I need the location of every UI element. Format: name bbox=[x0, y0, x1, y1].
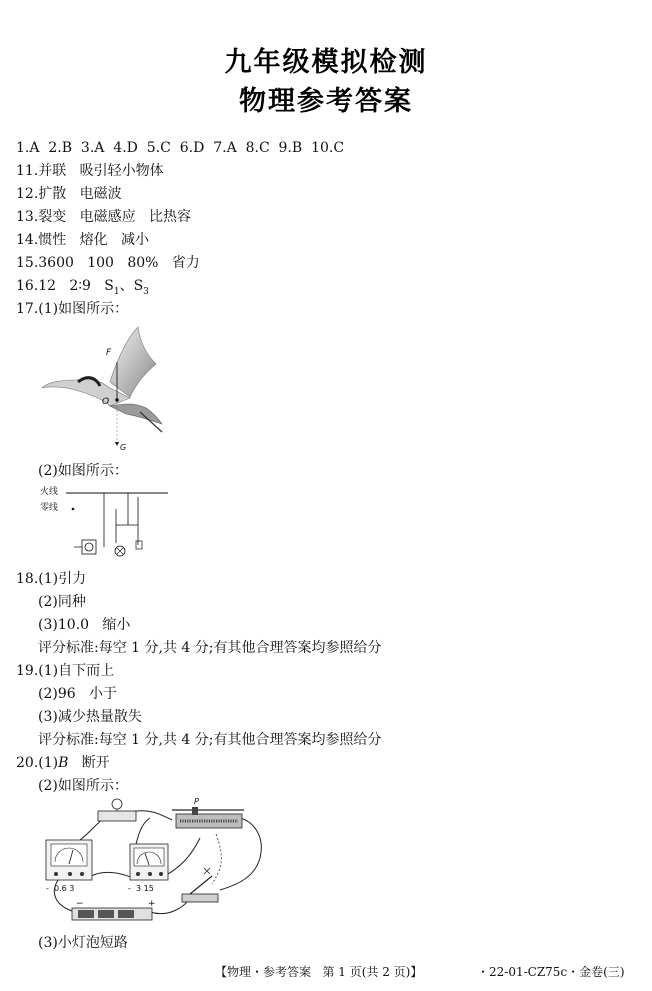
crane-body bbox=[110, 404, 162, 424]
battery-minus-label: − bbox=[76, 899, 84, 909]
answer-16 bbox=[16, 277, 149, 301]
circuit-figure bbox=[40, 798, 275, 930]
answer-16-main: 16.12 2∶9 S bbox=[16, 278, 114, 294]
crane-svg bbox=[38, 322, 168, 457]
label-f: F bbox=[106, 348, 112, 358]
switch-icon bbox=[136, 541, 142, 549]
voltmeter-terminal-neg bbox=[136, 872, 140, 876]
answer-20-2: (2)如图所示： bbox=[38, 778, 128, 794]
neutral-wire-label: 零线 bbox=[40, 503, 59, 513]
answer-19-2: (2)96 小于 bbox=[38, 686, 117, 702]
slider-label: P bbox=[194, 798, 199, 806]
neutral-terminal bbox=[72, 508, 75, 511]
rheostat-slider bbox=[192, 807, 198, 815]
gravity-arrow bbox=[115, 442, 119, 446]
battery-cell-1 bbox=[78, 910, 94, 918]
answer-16-sep: 、S bbox=[119, 278, 144, 294]
answer-18-3: (3)10.0 缩小 bbox=[38, 617, 131, 633]
pivot-point bbox=[115, 398, 119, 402]
answer-18-1: 18.(1)引力 bbox=[16, 571, 87, 587]
socket-box bbox=[82, 540, 96, 554]
answer-14: 14.惯性 熔化 减小 bbox=[16, 232, 149, 248]
answer-15: 15.3600 100 80% 省力 bbox=[16, 255, 200, 271]
ammeter-terminal-neg bbox=[54, 872, 58, 876]
answer-11: 11.并联 吸引轻小物体 bbox=[16, 163, 164, 179]
lamp-cross bbox=[117, 548, 123, 554]
bulb-icon bbox=[112, 799, 122, 809]
page-title: 九年级模拟检测 bbox=[224, 47, 428, 78]
battery-cell-3 bbox=[118, 910, 134, 918]
answer-20-1-prefix: 20.(1) bbox=[16, 755, 59, 771]
answer-19-1: 19.(1)自下而上 bbox=[16, 663, 115, 679]
answer-18-score: 评分标准:每空 1 分,共 4 分;有其他合理答案均参照给分 bbox=[38, 640, 382, 656]
voltmeter-terminal-15 bbox=[159, 872, 163, 876]
crane-figure bbox=[38, 322, 168, 457]
footer-page-info: 【物理・参考答案 第 1 页(共 2 页)】 bbox=[215, 965, 423, 979]
switch-cross-mark bbox=[204, 868, 210, 874]
wire-voltmeter-lamp bbox=[136, 818, 150, 844]
answer-18-2: (2)同种 bbox=[38, 594, 86, 610]
label-o: O bbox=[102, 397, 110, 407]
live-wire-label: 火线 bbox=[40, 487, 59, 497]
battery-plus-label: + bbox=[148, 899, 156, 909]
switch-base bbox=[182, 894, 218, 902]
page-subtitle: 物理参考答案 bbox=[239, 86, 413, 117]
answer-20-1-var: B bbox=[58, 755, 69, 771]
ammeter-terminal-3 bbox=[80, 872, 84, 876]
ammeter-terminal-labels: - 0.6 3 bbox=[46, 884, 75, 893]
label-g: G bbox=[120, 443, 127, 452]
answer-16-sub2: 3 bbox=[143, 286, 149, 297]
footer-code: ・22-01-CZ75c・金卷(三) bbox=[477, 965, 625, 979]
answer-12: 12.扩散 电磁波 bbox=[16, 186, 122, 202]
wiring-figure bbox=[38, 483, 178, 571]
answer-20-1 bbox=[16, 754, 110, 772]
wire-dashed bbox=[212, 834, 221, 884]
answer-20-3: (3)小灯泡短路 bbox=[38, 935, 128, 951]
voltmeter-dial bbox=[134, 848, 164, 866]
answer-19-score: 评分标准:每空 1 分,共 4 分;有其他合理答案均参照给分 bbox=[38, 732, 382, 748]
wiring-svg bbox=[38, 483, 178, 571]
answer-13: 13.裂变 电磁感应 比热容 bbox=[16, 209, 191, 225]
ammeter-terminal-06 bbox=[68, 872, 72, 876]
answer-16-sub1: 1 bbox=[113, 286, 120, 297]
battery-cell-2 bbox=[98, 910, 114, 918]
voltmeter-terminal-labels: - 3 15 bbox=[128, 884, 154, 893]
answer-17-2: (2)如图所示： bbox=[38, 463, 128, 479]
answer-19-3: (3)减少热量散失 bbox=[38, 709, 142, 725]
circuit-svg bbox=[40, 798, 275, 930]
answer-20-1-rest: 断开 bbox=[68, 755, 110, 771]
answer-17-1: 17.(1)如图所示： bbox=[16, 301, 129, 317]
lamp-base bbox=[98, 811, 136, 821]
answer-mc: 1.A 2.B 3.A 4.D 5.C 6.D 7.A 8.C 9.B 10.C bbox=[16, 140, 345, 156]
switch-lever bbox=[190, 876, 212, 894]
voltmeter-terminal-3 bbox=[148, 872, 152, 876]
wire-rheostat-switch bbox=[220, 818, 261, 890]
